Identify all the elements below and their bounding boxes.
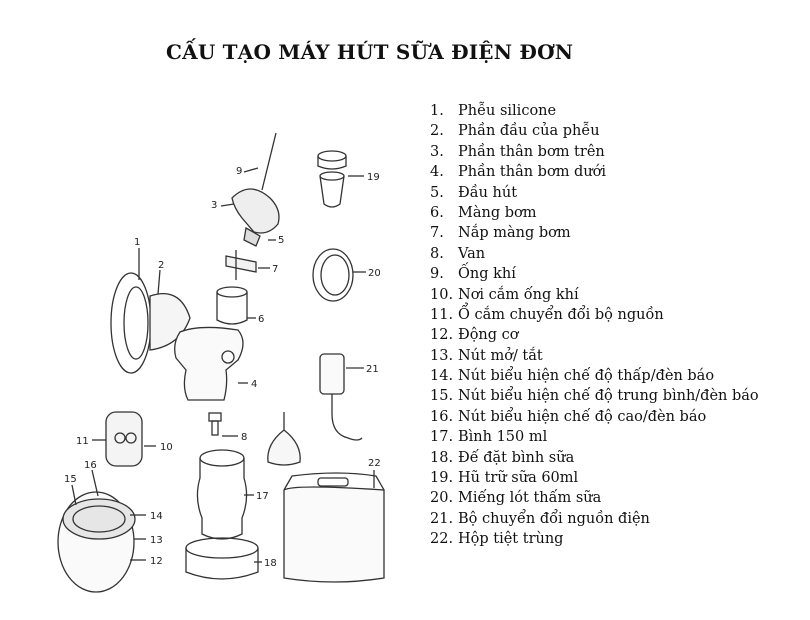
part-item: 15. Nút biểu hiện chế độ trung bình/đèn báo — [430, 388, 759, 405]
callout-label: 18 — [264, 558, 277, 569]
callout-label: 12 — [150, 556, 163, 567]
part-item: 7. Nắp màng bơm — [430, 225, 571, 242]
power-adapter-part — [320, 354, 344, 394]
upper-body-part — [232, 189, 279, 233]
callout-label: 11 — [76, 436, 89, 447]
part-item: 5. Đầu hút — [430, 184, 518, 201]
part-item: 11. Ổ cắm chuyển đổi bộ nguồn — [430, 306, 664, 323]
callout-label: 9 — [236, 166, 243, 177]
valve-part — [209, 413, 221, 421]
sterilizer-box-part — [284, 487, 384, 582]
bottle-stand-part — [186, 538, 258, 558]
part-item: 12. Động cơ — [430, 327, 519, 344]
membrane-cap-part — [226, 256, 256, 272]
callout-label: 16 — [84, 460, 97, 471]
bottle-part — [200, 450, 244, 466]
diagram-title: CẤU TẠO MÁY HÚT SỮA ĐIỆN ĐƠN — [166, 40, 574, 64]
callout-label: 22 — [368, 458, 381, 469]
parts-list — [430, 101, 759, 550]
callout-label: 4 — [251, 379, 258, 390]
callout-label: 17 — [256, 491, 269, 502]
part-item: 8. Van — [430, 245, 486, 262]
callout-label: 21 — [366, 364, 379, 375]
callout-label: 10 — [160, 442, 173, 453]
teat-part — [268, 412, 300, 465]
part-item: 13. Nút mở/ tắt — [430, 347, 543, 364]
callout-label: 15 — [64, 474, 77, 485]
part-item: 18. Đế đặt bình sữa — [430, 449, 575, 466]
callout-label: 2 — [158, 260, 165, 271]
part-item: 10. Nơi cắm ống khí — [430, 286, 579, 303]
part-item: 3. Phần thân bơm trên — [430, 143, 605, 160]
part-item: 14. Nút biểu hiện chế độ thấp/đèn báo — [430, 368, 715, 385]
callout-label: 14 — [150, 511, 163, 522]
callout-label: 13 — [150, 535, 163, 546]
membrane-part — [217, 287, 247, 297]
air-tube-part — [262, 133, 276, 190]
part-item: 2. Phần đầu của phễu — [430, 123, 600, 140]
part-item: 16. Nút biểu hiện chế độ cao/đèn báo — [430, 408, 707, 425]
plug-socket-part — [106, 412, 142, 466]
callout-label: 3 — [211, 200, 218, 211]
part-item: 1. Phễu silicone — [430, 103, 557, 119]
part-item: 19. Hũ trữ sữa 60ml — [430, 470, 579, 487]
callout-label: 1 — [134, 237, 141, 248]
callout-label: 6 — [258, 314, 265, 325]
callout-label: 8 — [241, 432, 248, 443]
part-item: 4. Phần thân bơm dưới — [430, 164, 607, 181]
part-item: 21. Bộ chuyển đổi nguồn điện — [430, 510, 650, 527]
storage-cup-part — [318, 151, 346, 161]
part-item: 9. Ống khí — [430, 266, 516, 283]
silicone-funnel-part — [111, 273, 151, 373]
callout-label: 19 — [367, 172, 380, 183]
part-item: 17. Bình 150 ml — [430, 429, 548, 446]
callout-label: 5 — [278, 235, 285, 246]
callout-label: 20 — [368, 268, 381, 279]
part-item: 22. Hộp tiệt trùng — [430, 531, 564, 548]
breast-pad-part — [313, 249, 353, 301]
part-item: 6. Màng bơm — [430, 204, 537, 221]
lower-body-part — [175, 327, 243, 400]
part-item: 20. Miếng lót thấm sữa — [430, 490, 602, 507]
callout-label: 7 — [272, 264, 279, 275]
